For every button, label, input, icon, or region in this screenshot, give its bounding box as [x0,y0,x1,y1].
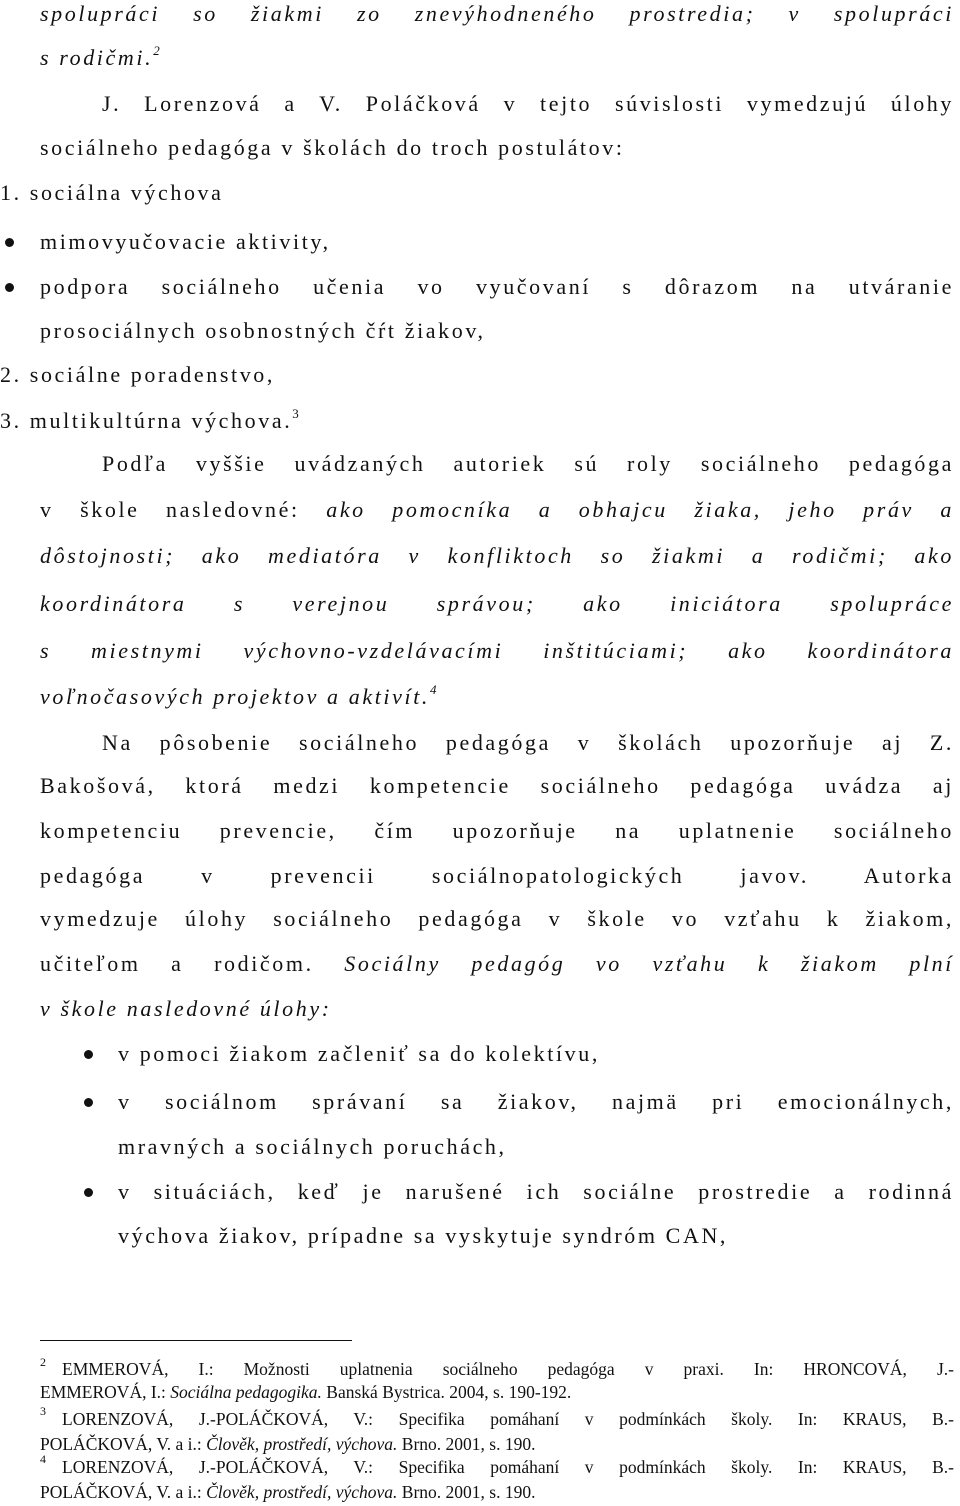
footnote-ref-3: 3 [292,406,299,421]
bullet-icon [84,1098,93,1107]
footnote-number: 4 [40,1452,46,1466]
footnote-3-line-2: POLÁČKOVÁ, V. a i.: Člověk, prostředí, výchova. Brno. 2001, s. 190. [40,1434,536,1454]
footnote-ref-4: 4 [430,682,437,697]
bullet-icon [5,238,14,247]
bullet-item-1: mimovyučovacie aktivity, [40,229,331,254]
footnote-4-line-2: POLÁČKOVÁ, V. a i.: Člověk, prostředí, výchova. Brno. 2001, s. 190. [40,1482,536,1502]
body-line-11: Podľa vyššie uvádzaných autoriek sú roly sociálneho pedagóga [102,451,954,476]
list-item-2: 2. sociálne poradenstvo, [0,362,276,387]
body-line-1: spolupráci so žiakmi zo znevýhodneného prostredia; v spolupráci [40,1,954,26]
body-line-12: v škole nasledovné: ako pomocníka a obhajcu žiaka, jeho práv a [40,497,954,522]
list-item-3: 3. multikultúrna výchova.$^3$ [0,406,299,433]
footnote-number: 2 [40,1355,46,1369]
body-line-23: v škole nasledovné úlohy: [40,996,332,1021]
body-line-22: učiteľom a rodičom. Sociálny pedagóg vo vzťahu k žiakom plní [40,951,954,976]
footnote-ref-2: 2 [153,43,160,58]
body-line-16: voľnočasových projektov a aktivít.$^4$ [40,682,437,709]
body-line-3: J. Lorenzová a V. Poláčková v tejto súvislosti vymedzujú úlohy [102,91,954,116]
body-line-21: vymedzuje úlohy sociálneho pedagóga v škole vo vzťahu k žiakom, [40,906,954,931]
footnote-separator [40,1340,352,1341]
bullet-icon [84,1188,93,1197]
bullet-icon [84,1050,93,1059]
body-line-2: s rodičmi.$^2$ [40,43,160,70]
body-line-19: kompetenciu prevencie, čím upozorňuje na uplatnenie sociálneho [40,818,954,843]
footnote-number: 3 [40,1404,46,1418]
task-item-3-cont: výchova žiakov, prípadne sa vyskytuje syndróm CAN, [118,1223,729,1248]
list-item-1: 1. sociálna výchova [0,180,224,205]
body-line-4: sociálneho pedagóga v školách do troch postulátov: [40,135,625,160]
bullet-icon [5,283,14,292]
task-item-3: v situáciách, keď je narušené ich sociálne prostredie a rodinná [118,1179,954,1204]
body-line-20: pedagóga v prevencii sociálnopatologických javov. Autorka [40,863,954,888]
footnote-2-line-2: EMMEROVÁ, I.: Sociálna pedagogika. Banská Bystrica. 2004, s. 190-192. [40,1382,572,1402]
bullet-item-2-cont: prosociálnych osobnostných čŕt žiakov, [40,318,486,343]
bullet-item-2: podpora sociálneho učenia vo vyučovaní s dôrazom na utváranie [40,274,954,299]
task-item-2-cont: mravných a sociálnych poruchách, [118,1134,507,1159]
task-item-2: v sociálnom správaní sa žiakov, najmä pri emocionálnych, [118,1089,954,1114]
body-line-17: Na pôsobenie sociálneho pedagóga v školách upozorňuje aj Z. [102,730,954,755]
footnote-2-line-1: EMMEROVÁ, I.: Možnosti uplatnenia sociálneho pedagóga v praxi. In: HRONCOVÁ, J.- [62,1359,954,1379]
body-line-13: dôstojnosti; ako mediatóra v konfliktoch so žiakmi a rodičmi; ako [40,543,954,568]
body-line-18: Bakošová, ktorá medzi kompetencie sociálneho pedagóga uvádza aj [40,773,954,798]
task-item-1: v pomoci žiakom začleniť sa do kolektívu, [118,1041,600,1066]
body-line-15: s miestnymi výchovno-vzdelávacími inštitúciami; ako koordinátora [40,638,954,663]
footnote-3-line-1: LORENZOVÁ, J.-POLÁČKOVÁ, V.: Specifika pomáhaní v podmínkách školy. In: KRAUS, B.- [62,1409,954,1429]
footnote-4-line-1: LORENZOVÁ, J.-POLÁČKOVÁ, V.: Specifika pomáhaní v podmínkách školy. In: KRAUS, B.- [62,1457,954,1477]
body-line-14: koordinátora s verejnou správou; ako iniciátora spolupráce [40,591,954,616]
